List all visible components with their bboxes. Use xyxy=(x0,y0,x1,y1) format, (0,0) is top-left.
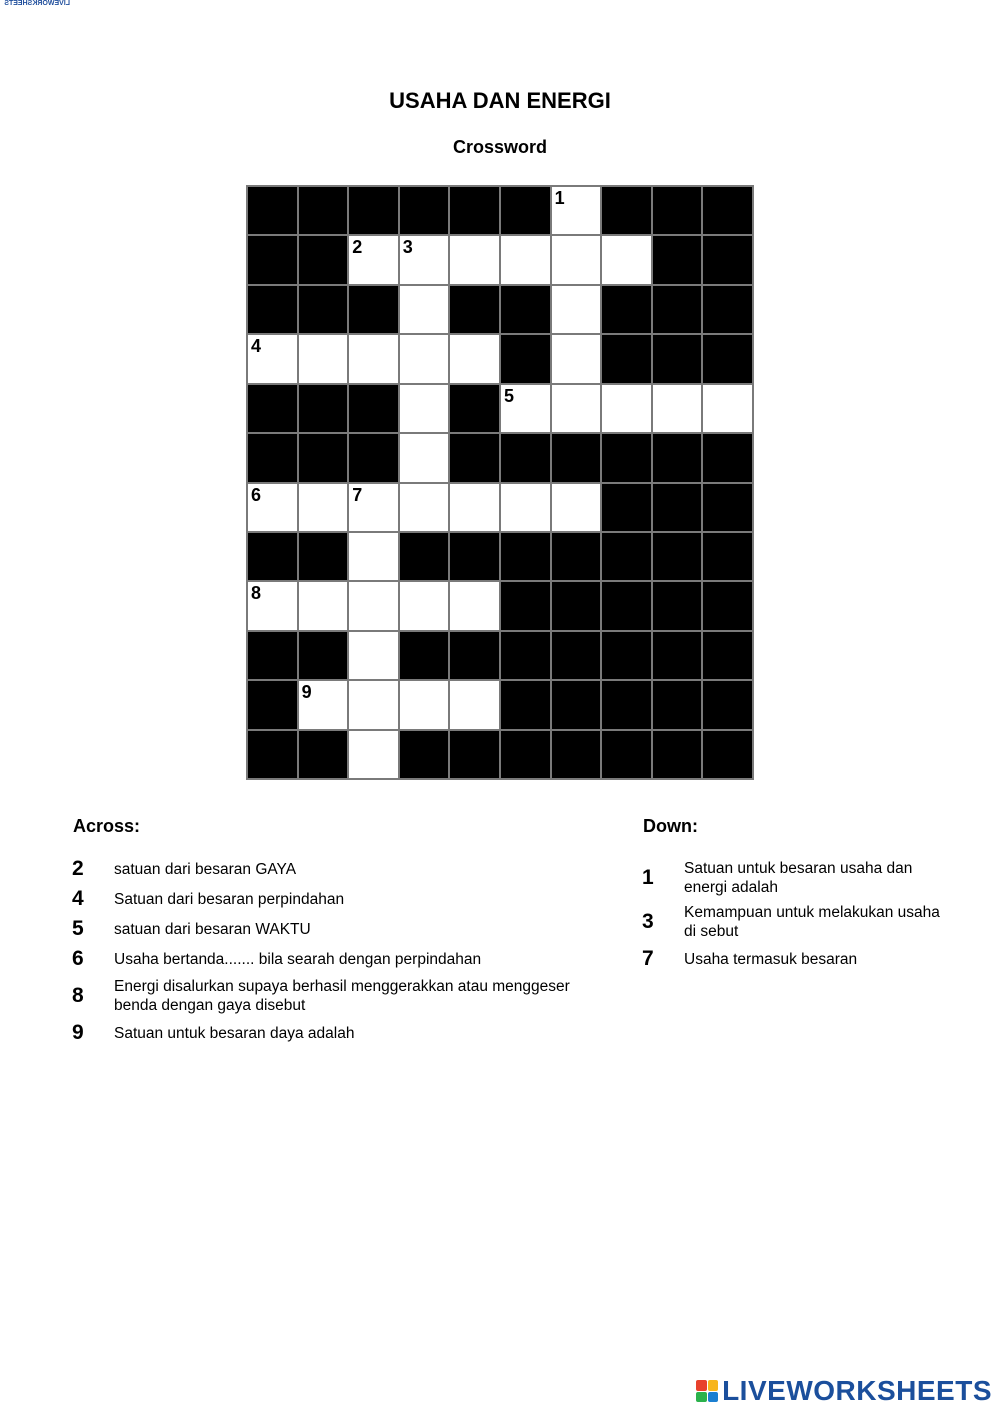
clue-text: Satuan untuk besaran usaha dan energi adalah xyxy=(684,860,913,896)
crossword-cell-blocked xyxy=(602,335,651,382)
crossword-cell-blocked xyxy=(400,533,449,580)
crossword-cell-blocked xyxy=(501,731,550,778)
crossword-cell-blocked xyxy=(450,632,499,679)
crossword-cell-blocked xyxy=(501,335,550,382)
crossword-cell-blocked xyxy=(501,286,550,333)
cell-number: 3 xyxy=(402,237,413,258)
crossword-cell-blocked xyxy=(248,236,297,283)
crossword-cell-blocked xyxy=(248,187,297,234)
crossword-cell-blocked xyxy=(501,533,550,580)
clue-text: satuan dari besaran GAYA xyxy=(114,860,297,878)
clue-text: Usaha bertanda....... bila searah dengan perpindahan xyxy=(114,950,482,968)
crossword-cell-open[interactable] xyxy=(450,681,499,728)
crossword-cell-open[interactable] xyxy=(400,236,449,283)
across-clue xyxy=(70,977,610,1015)
footer-brand-text: LIVEWORKSHEETS xyxy=(722,1375,992,1406)
crossword-cell-blocked xyxy=(703,681,752,728)
crossword-cell-open[interactable] xyxy=(349,484,398,531)
cell-number: 7 xyxy=(352,484,363,505)
crossword-cell-blocked xyxy=(248,434,297,481)
crossword-grid xyxy=(246,185,754,780)
down-clue-list xyxy=(640,859,940,977)
clue-number: 3 xyxy=(642,910,654,933)
crossword-cell-blocked xyxy=(450,731,499,778)
crossword-cell-blocked xyxy=(653,582,702,629)
crossword-cell-blocked xyxy=(703,187,752,234)
crossword-cell-blocked xyxy=(653,632,702,679)
crossword-cell-open[interactable] xyxy=(602,236,651,283)
crossword-cell-blocked xyxy=(703,286,752,333)
crossword-cell-open[interactable] xyxy=(501,236,550,283)
crossword-cell-blocked xyxy=(552,731,601,778)
crossword-cell-blocked xyxy=(653,681,702,728)
clue-number: 7 xyxy=(642,947,654,970)
crossword-cell-open[interactable] xyxy=(450,582,499,629)
cell-number: 5 xyxy=(503,385,514,406)
down-clue xyxy=(640,903,940,941)
cell-number: 2 xyxy=(352,237,363,258)
clue-number: 6 xyxy=(72,947,84,970)
crossword-cell-blocked xyxy=(299,731,348,778)
crossword-cell-open[interactable] xyxy=(349,582,398,629)
crossword-cell-open[interactable] xyxy=(501,484,550,531)
crossword-cell-open[interactable] xyxy=(703,385,752,432)
crossword-cell-open[interactable] xyxy=(400,335,449,382)
liveworksheets-logo-icon xyxy=(696,1380,718,1402)
crossword-cell-blocked xyxy=(349,187,398,234)
crossword-cell-open[interactable] xyxy=(248,484,297,531)
crossword-cell-blocked xyxy=(248,533,297,580)
crossword-cell-blocked xyxy=(703,632,752,679)
clue-text: Satuan untuk besaran daya adalah xyxy=(114,1024,355,1042)
down-clue xyxy=(640,859,940,897)
crossword-cell-blocked xyxy=(602,484,651,531)
header-logo-text: LIVEWORKSHEETS xyxy=(4,0,70,7)
crossword-cell-open[interactable] xyxy=(299,335,348,382)
crossword-cell-blocked xyxy=(248,731,297,778)
crossword-cell-blocked xyxy=(602,582,651,629)
cell-number: 8 xyxy=(251,583,262,604)
crossword-cell-open[interactable] xyxy=(400,434,449,481)
crossword-cell-open[interactable] xyxy=(552,236,601,283)
crossword-cell-open[interactable] xyxy=(552,385,601,432)
crossword-cell-blocked xyxy=(501,434,550,481)
crossword-cell-blocked xyxy=(299,385,348,432)
crossword-cell-blocked xyxy=(299,187,348,234)
crossword-cell-blocked xyxy=(653,236,702,283)
page-title: USAHA DAN ENERGI xyxy=(389,88,611,113)
clue-text: Kemampuan untuk melakukan usaha di sebut xyxy=(684,904,940,940)
crossword-cell-blocked xyxy=(703,335,752,382)
page-subtitle: Crossword xyxy=(452,137,548,157)
crossword-cell-blocked xyxy=(450,385,499,432)
crossword-cell-open[interactable] xyxy=(602,385,651,432)
down-clue xyxy=(640,947,940,971)
crossword-cell-blocked xyxy=(552,434,601,481)
cell-number: 9 xyxy=(301,682,312,703)
crossword-cell-blocked xyxy=(450,187,499,234)
crossword-cell-blocked xyxy=(703,582,752,629)
crossword-cell-blocked xyxy=(501,187,550,234)
crossword-cell-blocked xyxy=(299,434,348,481)
crossword-cell-open[interactable] xyxy=(248,335,297,382)
clue-text: Usaha termasuk besaran xyxy=(684,950,858,968)
crossword-cell-blocked xyxy=(653,484,702,531)
crossword-cell-blocked xyxy=(450,533,499,580)
footer-logo[interactable] xyxy=(696,1375,992,1407)
clue-text: Satuan dari besaran perpindahan xyxy=(114,890,345,908)
crossword-cell-open[interactable] xyxy=(400,484,449,531)
clue-text: satuan dari besaran WAKTU xyxy=(114,920,311,938)
crossword-cell-open[interactable] xyxy=(501,385,550,432)
crossword-cell-blocked xyxy=(653,731,702,778)
crossword-cell-open[interactable] xyxy=(349,731,398,778)
crossword-cell-blocked xyxy=(653,335,702,382)
crossword-cell-open[interactable] xyxy=(299,484,348,531)
crossword-cell-blocked xyxy=(602,632,651,679)
crossword-cell-blocked xyxy=(501,632,550,679)
crossword-cell-blocked xyxy=(299,632,348,679)
clue-number: 1 xyxy=(642,866,654,889)
crossword-cell-blocked xyxy=(653,533,702,580)
across-clue xyxy=(70,857,610,881)
crossword-cell-blocked xyxy=(602,434,651,481)
crossword-cell-blocked xyxy=(248,286,297,333)
crossword-cell-open[interactable] xyxy=(653,385,702,432)
crossword-cell-blocked xyxy=(602,731,651,778)
crossword-cell-blocked xyxy=(602,681,651,728)
crossword-cell-blocked xyxy=(349,385,398,432)
crossword-cell-blocked xyxy=(703,236,752,283)
crossword-cell-open[interactable] xyxy=(450,335,499,382)
crossword-cell-open[interactable] xyxy=(552,484,601,531)
crossword-cell-blocked xyxy=(450,286,499,333)
crossword-cell-open[interactable] xyxy=(349,236,398,283)
crossword-cell-blocked xyxy=(248,385,297,432)
crossword-cell-open[interactable] xyxy=(450,484,499,531)
across-clue xyxy=(70,947,610,971)
crossword-cell-blocked xyxy=(501,681,550,728)
clue-number: 2 xyxy=(72,857,84,880)
crossword-cell-open[interactable] xyxy=(552,187,601,234)
across-clue xyxy=(70,1021,610,1045)
crossword-cell-blocked xyxy=(450,434,499,481)
crossword-cell-blocked xyxy=(703,484,752,531)
crossword-cell-blocked xyxy=(349,434,398,481)
crossword-cell-blocked xyxy=(248,632,297,679)
crossword-cell-open[interactable] xyxy=(450,236,499,283)
across-heading: Across: xyxy=(73,816,141,836)
crossword-cell-open[interactable] xyxy=(349,533,398,580)
cell-number: 1 xyxy=(554,188,565,208)
crossword-cell-blocked xyxy=(703,533,752,580)
crossword-cell-blocked xyxy=(602,286,651,333)
clue-number: 4 xyxy=(72,887,84,910)
crossword-cell-blocked xyxy=(602,533,651,580)
clue-number: 5 xyxy=(72,917,84,940)
cell-number: 6 xyxy=(251,484,262,505)
cell-number: 4 xyxy=(251,336,262,357)
crossword-cell-open[interactable] xyxy=(400,681,449,728)
crossword-cell-blocked xyxy=(703,434,752,481)
crossword-cell-open[interactable] xyxy=(400,582,449,629)
crossword-cell-open[interactable] xyxy=(400,286,449,333)
crossword-cell-blocked xyxy=(299,286,348,333)
crossword-cell-blocked xyxy=(653,286,702,333)
crossword-cell-blocked xyxy=(400,731,449,778)
across-clue xyxy=(70,917,610,941)
crossword-cell-open[interactable] xyxy=(248,582,297,629)
down-heading: Down: xyxy=(643,816,698,836)
across-clue-list xyxy=(70,857,610,1051)
crossword-cell-blocked xyxy=(653,434,702,481)
crossword-cell-blocked xyxy=(703,731,752,778)
clue-number: 9 xyxy=(72,1021,84,1044)
crossword-cell-blocked xyxy=(552,533,601,580)
crossword-cell-open[interactable] xyxy=(400,385,449,432)
crossword-cell-blocked xyxy=(552,582,601,629)
crossword-cell-blocked xyxy=(653,187,702,234)
clue-number: 8 xyxy=(72,984,84,1007)
across-clue xyxy=(70,887,610,911)
crossword-cell-blocked xyxy=(299,533,348,580)
crossword-cell-open[interactable] xyxy=(299,681,348,728)
crossword-cell-blocked xyxy=(602,187,651,234)
crossword-cell-open[interactable] xyxy=(299,582,348,629)
crossword-cell-blocked xyxy=(552,632,601,679)
crossword-cell-blocked xyxy=(248,681,297,728)
crossword-cell-blocked xyxy=(400,632,449,679)
crossword-cell-open[interactable] xyxy=(349,681,398,728)
crossword-cell-blocked xyxy=(349,286,398,333)
clue-text: Energi disalurkan supaya berhasil menggerakkan atau menggeser benda dengan gaya disebut xyxy=(114,978,570,1014)
crossword-cell-open[interactable] xyxy=(552,335,601,382)
crossword-cell-blocked xyxy=(400,187,449,234)
crossword-cell-open[interactable] xyxy=(349,632,398,679)
crossword-cell-blocked xyxy=(552,681,601,728)
crossword-cell-blocked xyxy=(501,582,550,629)
crossword-cell-open[interactable] xyxy=(349,335,398,382)
crossword-cell-blocked xyxy=(299,236,348,283)
crossword-cell-open[interactable] xyxy=(552,286,601,333)
